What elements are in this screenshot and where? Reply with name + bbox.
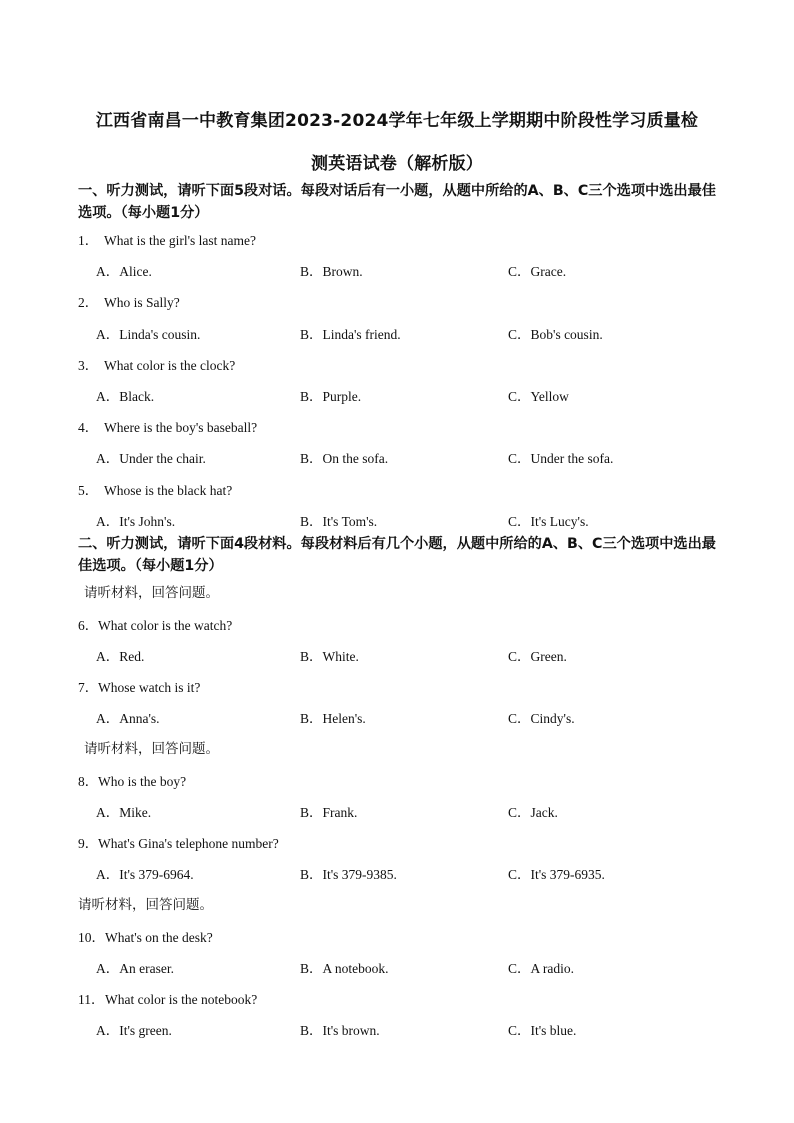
q11-option-b: B．It's brown. <box>300 1023 380 1038</box>
q10-option-b: B．A notebook. <box>300 961 389 976</box>
document-title-line1: 江西省南昌一中教育集团2023-2024学年七年级上学期期中阶段性学习质量检 <box>95 111 699 131</box>
question-number: 9． <box>78 836 99 851</box>
question-text: Whose is the black hat? <box>104 483 233 498</box>
question-number: 4． <box>78 420 99 435</box>
q6-option-a: A．Red. <box>96 649 145 664</box>
question-text: Whose watch is it? <box>98 680 201 695</box>
q3-option-c: C．Yellow <box>508 389 569 404</box>
question-7 <box>78 676 200 696</box>
question-number: 1． <box>78 233 99 248</box>
question-number: 3． <box>78 358 99 373</box>
question-4 <box>78 416 257 436</box>
q8-option-a: A．Mike. <box>96 805 152 820</box>
q4-option-b: B．On the sofa. <box>300 451 389 466</box>
question-2 <box>78 291 180 311</box>
q7-option-a: A．Anna's. <box>96 711 160 726</box>
q10-option-c: C．A radio. <box>508 961 574 976</box>
q5-option-b: B．It's Tom's. <box>300 514 378 529</box>
question-text: What color is the clock? <box>104 358 236 373</box>
q4-option-c: C．Under the sofa. <box>508 451 614 466</box>
question-1 <box>78 229 256 249</box>
q9-option-b: B．It's 379-9385. <box>300 867 397 882</box>
q8-option-c: C．Jack. <box>508 805 558 820</box>
q3-option-a: A．Black. <box>96 389 155 404</box>
question-11 <box>78 988 257 1008</box>
q8-option-b: B．Frank. <box>300 805 358 820</box>
q7-option-c: C．Cindy's. <box>508 711 575 726</box>
q7-option-b: B．Helen's. <box>300 711 366 726</box>
question-number: 2． <box>78 295 99 310</box>
listening-instruction: 请听材料，回答问题。 <box>84 741 219 757</box>
section-heading-2: 二、听力测试，请听下面4段材料。每段材料后有几个小题，从题中所给的A、B、C三个选项中选出最佳选项。（每小题1分） <box>78 536 716 574</box>
listening-instruction: 请听材料，回答问题。 <box>84 585 219 601</box>
question-number: 8． <box>78 774 99 789</box>
question-number: 7． <box>78 680 99 695</box>
question-number: 6． <box>78 618 99 633</box>
question-text: What color is the notebook? <box>105 992 258 1007</box>
question-5 <box>78 479 232 499</box>
question-text: What's Gina's telephone number? <box>98 836 279 851</box>
q6-option-b: B．White. <box>300 649 359 664</box>
question-text: What's on the desk? <box>105 930 213 945</box>
q1-option-a: A．Alice. <box>96 264 152 279</box>
q11-option-c: C．It's blue. <box>508 1023 577 1038</box>
listening-instruction: 请听材料，回答问题。 <box>78 897 213 913</box>
question-text: Who is the boy? <box>98 774 187 789</box>
q1-option-b: B．Brown. <box>300 264 363 279</box>
question-10 <box>78 926 213 946</box>
question-6 <box>78 614 232 634</box>
question-number: 10． <box>78 930 105 945</box>
question-text: What is the girl's last name? <box>104 233 257 248</box>
question-text: Where is the boy's baseball? <box>104 420 258 435</box>
q9-option-a: A．It's 379-6964. <box>96 867 194 882</box>
question-text: Who is Sally? <box>104 295 180 310</box>
q6-option-c: C．Green. <box>508 649 567 664</box>
question-text: What color is the watch? <box>98 618 233 633</box>
q5-option-c: C．It's Lucy's. <box>508 514 589 529</box>
q3-option-b: B．Purple. <box>300 389 362 404</box>
document-title-line2: 测英语试卷（解析版） <box>311 154 483 174</box>
q2-option-a: A．Linda's cousin. <box>96 327 201 342</box>
q10-option-a: A．An eraser. <box>96 961 174 976</box>
question-3 <box>78 354 235 374</box>
q4-option-a: A．Under the chair. <box>96 451 206 466</box>
question-number: 5． <box>78 483 99 498</box>
question-9 <box>78 832 279 852</box>
section-heading-1: 一、听力测试，请听下面5段对话。每段对话后有一小题，从题中所给的A、B、C三个选项中选出最佳选项。（每小题1分） <box>78 183 716 221</box>
q9-option-c: C．It's 379-6935. <box>508 867 605 882</box>
q2-option-b: B．Linda's friend. <box>300 327 401 342</box>
question-number: 11． <box>78 992 105 1007</box>
question-8 <box>78 770 186 790</box>
q5-option-a: A．It's John's. <box>96 514 176 529</box>
q1-option-c: C．Grace. <box>508 264 567 279</box>
q2-option-c: C．Bob's cousin. <box>508 327 603 342</box>
q11-option-a: A．It's green. <box>96 1023 172 1038</box>
